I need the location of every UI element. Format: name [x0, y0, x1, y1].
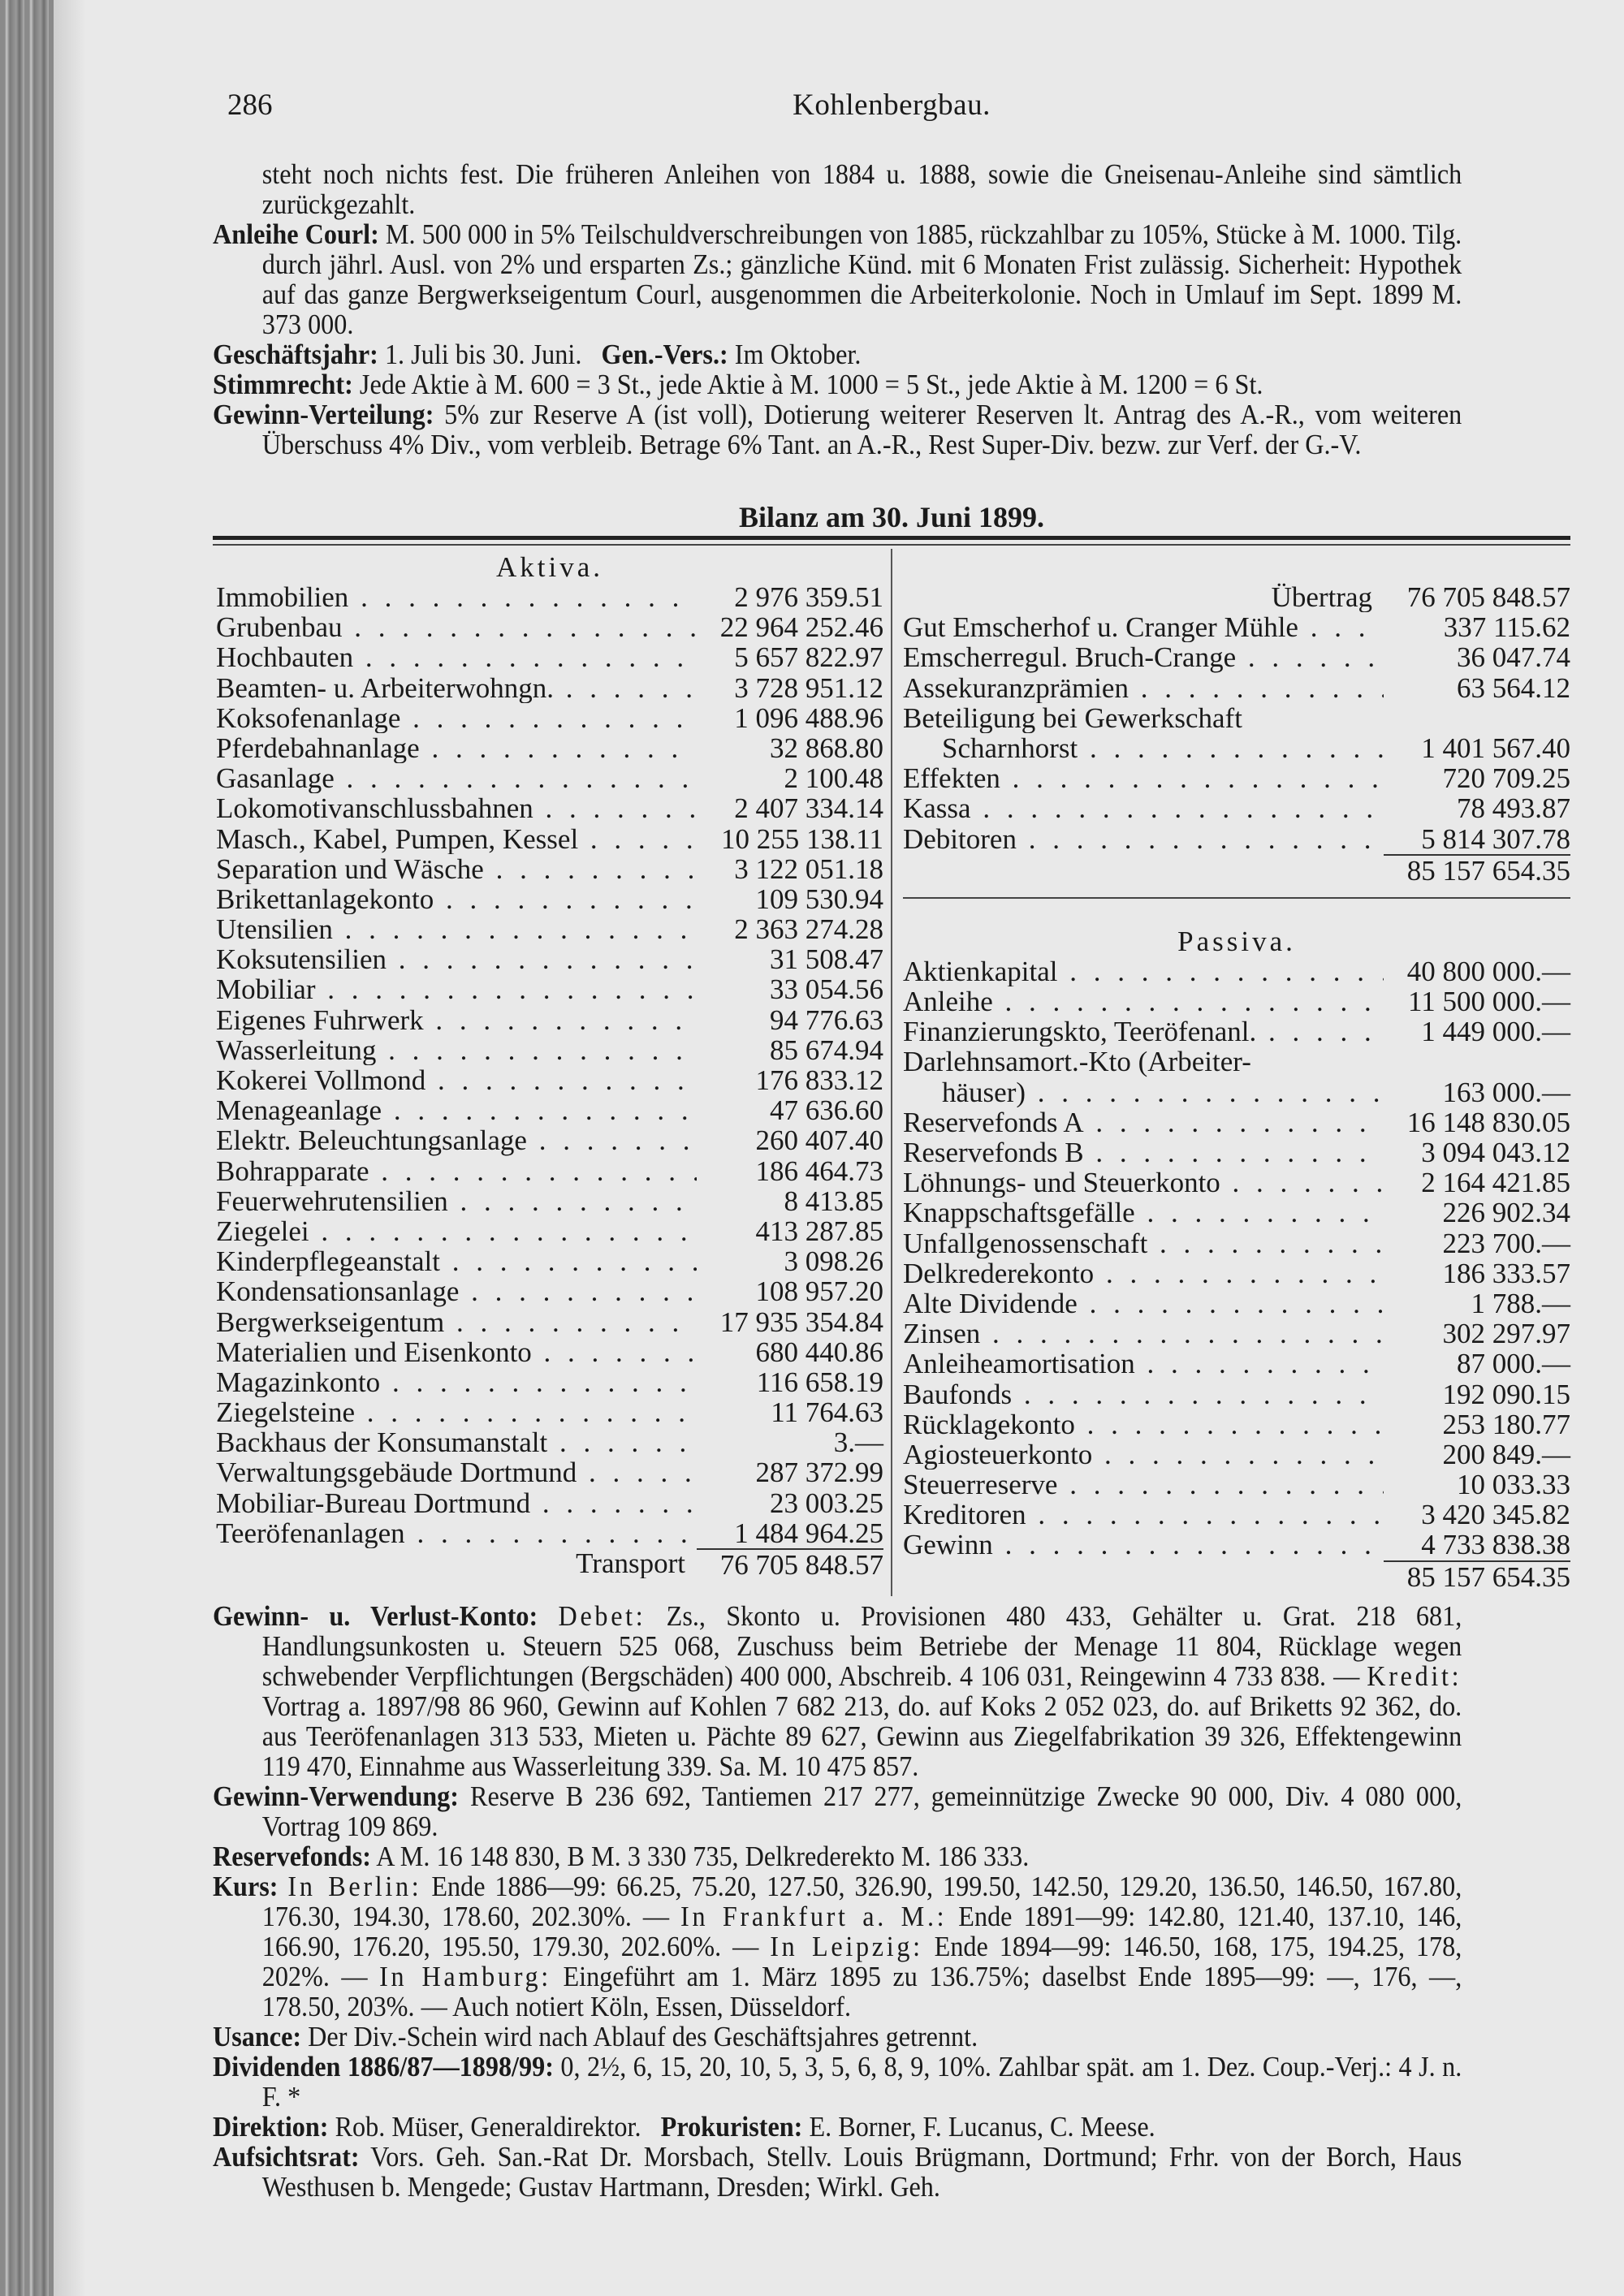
transport-value: 76 705 848.57 [697, 1548, 883, 1578]
prokuristen-text: E. Borner, F. Lucanus, C. Meese. [809, 2111, 1155, 2143]
stimmrecht-text: Jede Aktie à M. 600 = 3 St., jede Aktie à M. 1000 = 5 St., jede Aktie à M. 1200 = 6 St. [359, 369, 1263, 400]
geschaeftsjahr-entry [213, 339, 1462, 369]
passiva-row [903, 986, 1570, 1016]
aktiva-row [216, 1457, 883, 1487]
passiva-row [903, 1288, 1570, 1318]
passiva-row [903, 1349, 1570, 1379]
gewinn-verwendung-entry [213, 1781, 1462, 1841]
usance-entry [213, 2022, 1462, 2052]
uebertrag-value: 76 705 848.57 [1406, 581, 1570, 613]
aktiva-row-value: 10 255 138.11 [721, 822, 883, 855]
aktiva-row [216, 612, 883, 642]
kurs-entry [213, 1871, 1462, 2022]
kurs-hamburg-label: In Hamburg: [379, 1961, 551, 1992]
passiva-row-value: 186 333.57 [1442, 1257, 1570, 1289]
aktiva-row [216, 1518, 883, 1548]
aktiva-row-label: Menageanlage . . . [216, 1095, 697, 1125]
reservefonds-label: Reservefonds: [213, 1841, 371, 1872]
aktiva-cont-row [903, 642, 1570, 672]
gewinnverteilung-text: 5% zur Reserve A (ist voll), Dotierung weiterer Reserven lt. Antrag des A.-R., vom weiteren Überschuss 4% Div., vom verbleib. Betrage 6% Tant. an A.-R., Rest Super-Div. bezw. zur Verf. der G.-V. [261, 399, 1462, 460]
passiva-row [903, 1077, 1570, 1107]
guv-entry [213, 1601, 1462, 1781]
aufsichtsrat-text: Vors. Geh. San.-Rat Dr. Morsbach, Stellv. Louis Brügmann, Dortmund; Frhr. von der Borch, Haus Westhusen b. Mengede; Gustav Hartmann, Dresden; Wirkl. Geh. [261, 2141, 1462, 2203]
aktiva-row-label: Bohrapparate . . . [216, 1156, 697, 1186]
aktiva-row-value: 94 776.63 [770, 1003, 883, 1036]
aktiva-row [216, 1276, 883, 1306]
uebertrag-row [903, 582, 1570, 612]
continuation-text: steht noch nichts fest. Die früheren Anleihen von 1884 u. 1888, sowie die Gneisenau-Anleihe sind sämtlich zurückgezahlt. [261, 158, 1462, 220]
aktiva-row [216, 1156, 883, 1186]
passiva-row-label: häuser) . . . [903, 1077, 1384, 1107]
aktiva-row [216, 1065, 883, 1095]
passiva-row-label: Reservefonds B . . . [903, 1137, 1384, 1167]
passiva-row-label: Anleiheamortisation . . . [903, 1349, 1384, 1379]
passiva-list [903, 956, 1570, 1560]
aktiva-row [216, 914, 883, 944]
passiva-row [903, 1228, 1570, 1258]
gewinn-verwendung-label: Gewinn-Verwendung: [213, 1780, 459, 1812]
aktiva-row-value: 1 096 488.96 [734, 701, 883, 734]
aktiva-cont-row-value: 36 047.74 [1457, 641, 1570, 674]
aktiva-cont-row [903, 703, 1570, 733]
aktiva-row [216, 1216, 883, 1246]
aktiva-row-value: 3 122 051.18 [734, 852, 883, 885]
aktiva-row [216, 854, 883, 884]
aktiva-row-value: 17 935 354.84 [719, 1306, 883, 1338]
aktiva-cont-row [903, 824, 1570, 854]
aktiva-row [216, 1427, 883, 1457]
anleihe-courl-text: M. 500 000 in 5% Teilschuldverschreibungen von 1885, rückzahlbar zu 105%, Stücke à M. 1000. Tilg. durch jährl. Ausl. von 2% und ersparten Zs.; gänzliche Künd. mit 6 Monaten Frist zulässig. Sicherheit: Hypothek auf das ganze Bergwerkseigentum Courl, ausgenommen die Arbeiterkolonie. Noch in Umlauf im Sept. 1899 M. 373 000. [261, 218, 1462, 340]
passiva-row-value: 192 090.15 [1442, 1378, 1570, 1410]
gewinn-verwendung-text: Reserve B 236 692, Tantiemen 217 277, gemeinnützige Zwecke 90 000, Div. 4 080 000, Vortrag 109 869. [261, 1780, 1462, 1842]
passiva-row-label: Rücklagekonto . . . [903, 1409, 1384, 1439]
aktiva-cont-row-value [1384, 703, 1570, 733]
passiva-row [903, 956, 1570, 986]
aktiva-row [216, 703, 883, 733]
passiva-total-row [903, 1560, 1570, 1593]
balance-sheet-title: Bilanz am 30. Juni 1899. [738, 501, 1045, 533]
aktiva-cont-row-label: Debitoren . . . [903, 824, 1384, 854]
passiva-row-label: Baufonds . . . [903, 1379, 1384, 1409]
kurs-berlin-text: Ende 1886—99: 66.25, 75.20, 127.50, 326.90, 199.50, 142.50, 129.20, 136.50, 146.50, 167.80, 176.30, 194.30, 178.60, 202.30%. — [261, 1871, 1462, 1932]
aktiva-row [216, 1397, 883, 1427]
passiva-row-label: Anleihe . . . [903, 986, 1384, 1016]
aktiva-row [216, 793, 883, 823]
aktiva-continued-list [903, 612, 1570, 854]
kurs-label: Kurs: [213, 1871, 279, 1902]
aktiva-total-value: 85 157 654.35 [1384, 854, 1570, 884]
aktiva-row-label: Brikettanlagekonto . . . [216, 884, 697, 914]
aktiva-row-value: 2 363 274.28 [734, 913, 883, 946]
aktiva-cont-row-label: Assekuranzprämien . . . [903, 673, 1384, 703]
usance-label: Usance: [213, 2021, 302, 2052]
aktiva-row-value: 3 098.26 [784, 1245, 883, 1278]
passiva-row-value: 40 800 000.— [1406, 955, 1570, 987]
passiva-row-label: Unfallgenossenschaft . . . [903, 1228, 1384, 1258]
passiva-heading: Passiva. [1177, 925, 1296, 957]
dividenden-entry [213, 2052, 1462, 2112]
aktiva-row-label: Magazinkonto . . . [216, 1367, 697, 1397]
kurs-frankfurt-label: In Frankfurt a. M.: [680, 1901, 948, 1932]
guv-kredit-text: Vortrag a. 1897/98 86 960, Gewinn auf Kohlen 7 682 213, do. auf Koks 2 052 023, do. auf Briketts 92 362, do. aus Teeröfenanlagen 313 533, Mieten u. Pächte 89 627, Gewinn aus Ziegelfabrikation 39 326, Effektengewinn 119 470, Einnahme aus Wasserleitung 339. Sa. M. 10 475 857. [261, 1690, 1462, 1782]
passiva-row-value [1384, 1047, 1570, 1077]
aktiva-row-label: Masch., Kabel, Pumpen, Kessel . . . [216, 824, 697, 854]
stimmrecht-entry [213, 369, 1462, 399]
passiva-row [903, 1318, 1570, 1349]
passiva-row-value: 3 420 345.82 [1421, 1499, 1570, 1531]
passiva-row [903, 1258, 1570, 1288]
passiva-total-value: 85 157 654.35 [1384, 1560, 1570, 1590]
genvers-text: Im Oktober. [734, 339, 862, 370]
aufsichtsrat-entry [213, 2142, 1462, 2202]
aktiva-row-value: 2 976 359.51 [734, 581, 883, 613]
passiva-row-value: 226 902.34 [1442, 1197, 1570, 1229]
passiva-row [903, 1137, 1570, 1167]
aktiva-row-label: Koksofenanlage . . . [216, 703, 697, 733]
passiva-row-label: Reservefonds A . . . [903, 1107, 1384, 1137]
passiva-row [903, 1470, 1570, 1500]
passiva-row-label: Zinsen . . . [903, 1318, 1384, 1349]
aktiva-row-value: 8 413.85 [784, 1185, 883, 1217]
right-column [903, 552, 1570, 1593]
guv-label: Gewinn- u. Verlust-Konto: [213, 1600, 538, 1632]
passiva-row-value: 163 000.— [1442, 1076, 1570, 1108]
guv-kredit-label: Kredit: [1367, 1660, 1462, 1692]
aktiva-cont-row-value: 78 493.87 [1457, 792, 1570, 825]
aktiva-row-label: Eigenes Fuhrwerk . . . [216, 1005, 697, 1035]
aktiva-row [216, 1367, 883, 1397]
aktiva-column [216, 551, 883, 1581]
aktiva-row [216, 582, 883, 612]
aktiva-cont-row-label: Gut Emscherhof u. Cranger Mühle . . . [903, 612, 1384, 642]
passiva-row [903, 1379, 1570, 1409]
passiva-row-label: Agiosteuerkonto . . . [903, 1439, 1384, 1470]
aktiva-row [216, 642, 883, 672]
aktiva-row [216, 1337, 883, 1367]
transport-label: Transport [576, 1548, 685, 1579]
intro-section [213, 159, 1462, 460]
aktiva-row [216, 1307, 883, 1337]
aktiva-row-label: Ziegelsteine . . . [216, 1397, 697, 1427]
direktion-entry [213, 2112, 1462, 2142]
aktiva-row [216, 944, 883, 974]
aktiva-row-value: 5 657 822.97 [734, 641, 883, 674]
reservefonds-entry [213, 1841, 1462, 1871]
aktiva-row-value: 1 484 964.25 [734, 1517, 883, 1549]
passiva-row-value: 200 849.— [1442, 1438, 1570, 1470]
aktiva-row-value: 287 372.99 [755, 1457, 883, 1489]
passiva-row [903, 1016, 1570, 1047]
aktiva-row-value: 11 764.63 [771, 1396, 883, 1429]
aktiva-row-label: Gasanlage . . . [216, 763, 697, 793]
aktiva-cont-row-value: 720 709.25 [1442, 762, 1570, 795]
dividenden-text: 0, 2½, 6, 15, 20, 10, 5, 3, 5, 6, 8, 9, 10%. Zahlbar spät. am 1. Dez. Coup.-Verj.: 4 J. n. F. * [261, 2051, 1462, 2113]
aktiva-cont-row-value: 5 814 307.78 [1421, 822, 1570, 855]
direktion-label: Direktion: [213, 2111, 329, 2143]
aktiva-row-label: Separation und Wäsche . . . [216, 854, 697, 884]
passiva-row [903, 1167, 1570, 1198]
aktiva-row-value: 186 464.73 [755, 1154, 883, 1187]
usance-text: Der Div.-Schein wird nach Ablauf des Geschäftsjahres getrennt. [308, 2021, 978, 2052]
passiva-row [903, 1047, 1570, 1077]
passiva-row-value: 87 000.— [1457, 1348, 1570, 1380]
aktiva-row-label: Beamten- u. Arbeiterwohngn. . . . [216, 673, 697, 703]
aktiva-row-label: Utensilien . . . [216, 914, 697, 944]
aktiva-cont-row-label: Scharnhorst . . . [903, 733, 1384, 763]
aktiva-row-label: Verwaltungsgebäude Dortmund . . . [216, 1457, 697, 1487]
aktiva-passiva-separator [903, 897, 1570, 899]
aktiva-row [216, 974, 883, 1004]
aktiva-row-label: Feuerwehrutensilien . . . [216, 1186, 697, 1216]
aktiva-row-label: Materialien und Eisenkonto . . . [216, 1337, 697, 1367]
stimmrecht-label: Stimmrecht: [213, 369, 353, 400]
aktiva-cont-row-label: Kassa . . . [903, 793, 1384, 823]
anleihe-courl-entry [213, 219, 1462, 339]
aktiva-row-label: Koksutensilien . . . [216, 944, 697, 974]
aktiva-row [216, 673, 883, 703]
running-title: Kohlenbergbau. [793, 88, 991, 122]
passiva-row-value: 302 297.97 [1442, 1318, 1570, 1350]
passiva-row-value: 253 180.77 [1442, 1408, 1570, 1440]
aktiva-cont-row-value: 337 115.62 [1443, 611, 1570, 644]
passiva-row [903, 1439, 1570, 1470]
aktiva-row [216, 1035, 883, 1065]
aktiva-row-value: 2 100.48 [784, 762, 883, 795]
aktiva-cont-row [903, 763, 1570, 793]
kurs-hamburg-text: Eingeführt am 1. März 1895 zu 136.75%; daselbst Ende 1895—99: —, 176, —, 178.50, 203%. — Auch notiert Köln, Essen, Düsseldorf. [261, 1961, 1462, 2022]
prokuristen-label: Prokuristen: [660, 2111, 803, 2143]
kurs-leipzig-text: Ende 1894—99: 146.50, 168, 175, 194.25, 178, 202%. — [261, 1931, 1462, 1992]
aktiva-row [216, 824, 883, 854]
transport-row [216, 1548, 883, 1581]
aktiva-cont-row [903, 673, 1570, 703]
aktiva-row-value: 32 868.80 [770, 732, 883, 764]
aktiva-row-value: 3.— [833, 1426, 883, 1459]
aktiva-row-value: 680 440.86 [755, 1336, 883, 1368]
uebertrag-label: Übertrag [1271, 582, 1372, 613]
guv-debet-label: Debet: [558, 1600, 646, 1632]
aktiva-row-label: Kokerei Vollmond . . . [216, 1065, 697, 1095]
passiva-row [903, 1500, 1570, 1530]
aktiva-cont-row-label: Beteiligung bei Gewerkschaft [903, 702, 1242, 733]
aktiva-row-label: Grubenbau . . . [216, 612, 697, 642]
dividenden-label: Dividenden 1886/87—1898/99: [213, 2051, 554, 2082]
passiva-row-value: 1 449 000.— [1421, 1016, 1570, 1048]
passiva-row-value: 223 700.— [1442, 1227, 1570, 1259]
aktiva-row-value: 85 674.94 [770, 1034, 883, 1066]
aktiva-cont-row-label: Emscherregul. Bruch-Crange . . . [903, 642, 1384, 672]
passiva-row-label: Kreditoren . . . [903, 1500, 1384, 1530]
aktiva-row-value: 2 407 334.14 [734, 792, 883, 825]
column-divider [891, 549, 892, 1596]
passiva-row-label: Alte Dividende . . . [903, 1288, 1384, 1318]
aktiva-cont-row [903, 612, 1570, 642]
running-header [213, 88, 1570, 128]
aktiva-heading: Aktiva. [495, 551, 603, 583]
passiva-row [903, 1198, 1570, 1228]
passiva-row-label: Delkrederekonto . . . [903, 1258, 1384, 1288]
geschaeftsjahr-text: 1. Juli bis 30. Juni. [384, 339, 582, 370]
gewinnverteilung-label: Gewinn-Verteilung: [213, 399, 434, 430]
aktiva-row-label: Backhaus der Konsumanstalt . . . [216, 1427, 697, 1457]
aktiva-row [216, 763, 883, 793]
aktiva-cont-row [903, 793, 1570, 823]
aktiva-row-label: Wasserleitung . . . [216, 1035, 697, 1065]
genvers-label: Gen.-Vers.: [601, 339, 728, 370]
book-binding-edge [0, 0, 54, 2296]
aktiva-row-label: Mobiliar . . . [216, 974, 697, 1004]
aktiva-row [216, 1488, 883, 1518]
aktiva-row-value: 33 054.56 [770, 973, 883, 1006]
aktiva-cont-row [903, 733, 1570, 763]
binding-shadow [54, 0, 86, 2296]
aktiva-row-value: 176 833.12 [755, 1064, 883, 1096]
kurs-frankfurt-text: Ende 1891—99: 142.80, 121.40, 137.10, 146, 166.90, 176.20, 195.50, 179.30, 202.60%. — [261, 1901, 1462, 1962]
aktiva-row-value: 47 636.60 [770, 1094, 883, 1127]
aktiva-row-value: 413 287.85 [755, 1215, 883, 1247]
aktiva-row-label: Ziegelei . . . [216, 1216, 697, 1246]
aktiva-row [216, 1005, 883, 1035]
passiva-row-value: 10 033.33 [1457, 1469, 1570, 1501]
aktiva-row-label: Hochbauten . . . [216, 642, 697, 672]
notes-section [213, 1601, 1462, 2202]
passiva-row-label: Aktienkapital . . . [903, 956, 1384, 986]
aktiva-cont-row-value: 63 564.12 [1457, 671, 1570, 704]
table-top-rule-thin [213, 544, 1570, 546]
aktiva-row-value: 260 407.40 [755, 1124, 883, 1157]
aktiva-row-value: 116 658.19 [756, 1366, 883, 1398]
passiva-row-label: Finanzierungskto, Teeröfenanl. . . . [903, 1016, 1384, 1047]
aktiva-row-label: Pferdebahnanlage . . . [216, 733, 697, 763]
aktiva-total-row [903, 854, 1570, 887]
aktiva-row [216, 1186, 883, 1216]
passiva-row-label: Knappschaftsgefälle . . . [903, 1198, 1384, 1228]
passiva-row-value: 2 164 421.85 [1421, 1167, 1570, 1199]
aktiva-cont-row-value: 1 401 567.40 [1421, 732, 1570, 764]
anleihe-courl-label: Anleihe Courl: [213, 218, 379, 250]
aktiva-row-value: 23 003.25 [770, 1487, 883, 1519]
passiva-row-label: Löhnungs- und Steuerkonto . . . [903, 1167, 1384, 1198]
passiva-row-label: Darlehnsamort.-Kto (Arbeiter- [903, 1047, 1251, 1077]
aufsichtsrat-label: Aufsichtsrat: [213, 2141, 360, 2173]
aktiva-row-value: 31 508.47 [770, 943, 883, 976]
aktiva-row-label: Kondensationsanlage . . . [216, 1276, 697, 1306]
passiva-row-value: 16 148 830.05 [1406, 1106, 1570, 1138]
aktiva-row-label: Elektr. Beleuchtungsanlage . . . [216, 1125, 697, 1155]
aktiva-row-label: Teeröfenanlagen . . . [216, 1518, 697, 1548]
passiva-row [903, 1107, 1570, 1137]
aktiva-row-label: Immobilien . . . [216, 582, 697, 612]
reservefonds-text: A M. 16 148 830, B M. 3 330 735, Delkrederekto M. 186 333. [376, 1841, 1030, 1872]
guv-debet-text: Zs., Skonto u. Provisionen 480 433, Gehälter u. Grat. 218 681, Handlungsunkosten u. Steuern 525 068, Zuschuss beim Betriebe der Menage 11 804, Rücklage wegen schwebender Verpflichtungen (Bergschäden) 400 000, Abschreib. 4 106 031, Reingewinn 4 733 838. — [261, 1600, 1462, 1692]
aktiva-row-label: Mobiliar-Bureau Dortmund . . . [216, 1488, 697, 1518]
passiva-row-value: 3 094 043.12 [1421, 1137, 1570, 1168]
aktiva-row [216, 1246, 883, 1276]
aktiva-row-value: 108 957.20 [755, 1275, 883, 1308]
aktiva-row-label: Lokomotivanschlussbahnen . . . [216, 793, 697, 823]
geschaeftsjahr-label: Geschäftsjahr: [213, 339, 378, 370]
aktiva-row-value: 22 964 252.46 [719, 611, 883, 644]
aktiva-row-label: Bergwerkseigentum . . . [216, 1307, 697, 1337]
aktiva-row [216, 1095, 883, 1125]
passiva-row [903, 1530, 1570, 1560]
passiva-row-value: 11 500 000.— [1408, 986, 1570, 1018]
passiva-row-label: Steuerreserve . . . [903, 1470, 1384, 1500]
passiva-row-value: 1 788.— [1471, 1287, 1570, 1319]
kurs-leipzig-label: In Leipzig: [770, 1931, 923, 1962]
kurs-berlin-label: In Berlin: [287, 1871, 422, 1902]
aktiva-list [216, 582, 883, 1548]
passiva-row-value: 4 733 838.38 [1421, 1529, 1570, 1561]
page-number: 286 [227, 88, 273, 122]
passiva-row [903, 1409, 1570, 1439]
aktiva-row [216, 884, 883, 914]
aktiva-row-value: 3 728 951.12 [734, 671, 883, 704]
passiva-row-label: Gewinn . . . [903, 1530, 1384, 1560]
aktiva-row [216, 733, 883, 763]
aktiva-row-label: Kinderpflegeanstalt . . . [216, 1246, 697, 1276]
aktiva-row-value: 109 530.94 [755, 883, 883, 915]
direktion-text: Rob. Müser, Generaldirektor. [335, 2111, 641, 2143]
aktiva-row [216, 1125, 883, 1155]
gewinnverteilung-entry [213, 399, 1462, 460]
aktiva-cont-row-label: Effekten . . . [903, 763, 1384, 793]
table-top-rule [213, 536, 1570, 540]
